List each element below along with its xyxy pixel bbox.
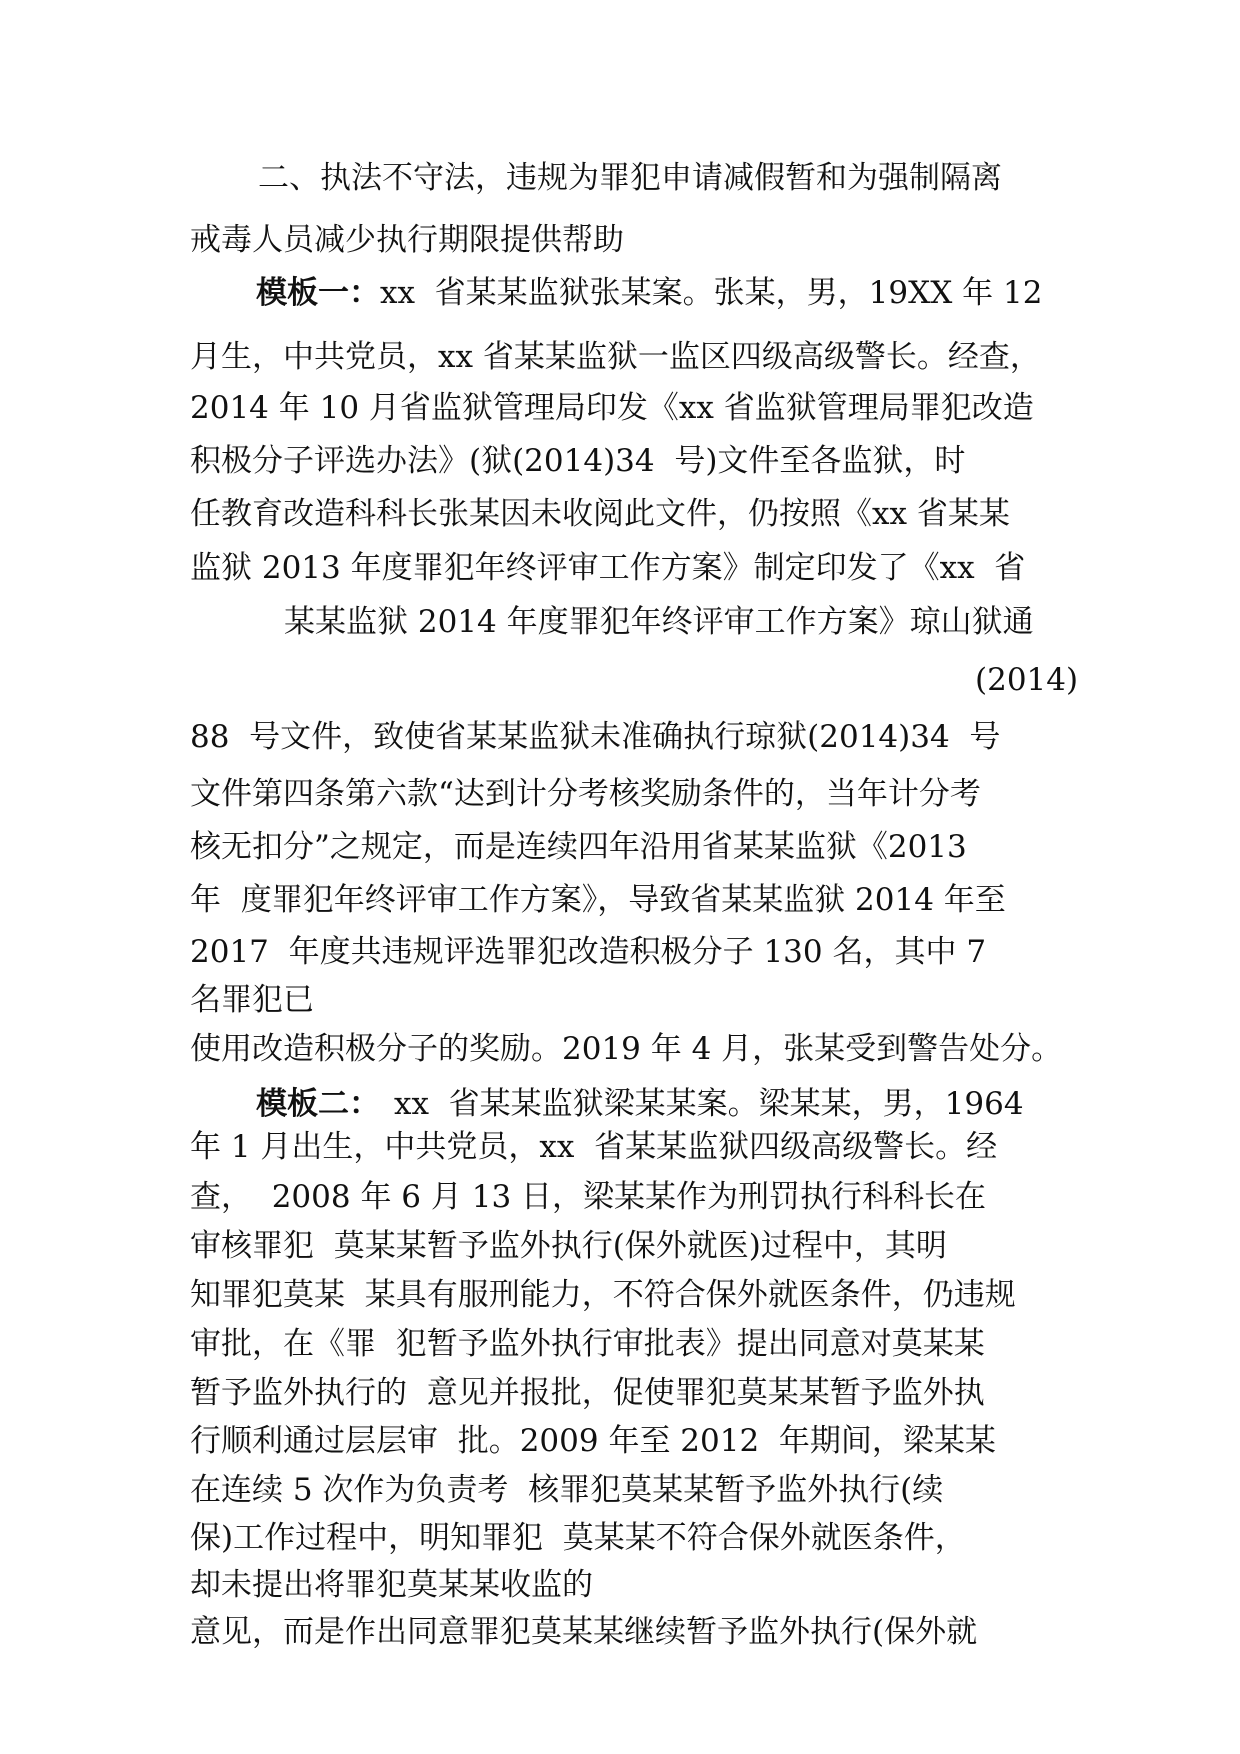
case1-line: 任教育改造科科长张某因未收阅此文件，仍按照《xx 省某某 — [190, 496, 1010, 532]
case2-line: 查， 2008 年 6 月 13 日，梁某某作为刑罚执行科科长在 — [190, 1179, 987, 1215]
case1-first-line — [256, 275, 1043, 311]
case1-line: (2014) — [975, 662, 1079, 698]
case1-line: 名罪犯已 — [190, 982, 314, 1018]
case1-line: 年 度罪犯年终评审工作方案》，导致省某某监狱 2014 年至 — [190, 882, 1006, 918]
case2-line: xx 省某某监狱梁某某案。梁某某，男，1964 — [394, 1086, 1024, 1122]
case2-label: 模板二： — [256, 1086, 380, 1122]
case1-line: 文件第四条第六款“达到计分考核奖励条件的，当年计分考 — [190, 776, 981, 812]
case1-line: 某某监狱 2014 年度罪犯年终评审工作方案》琼山狱通 — [284, 604, 1034, 640]
case2-first-line — [256, 1086, 1024, 1122]
heading-line-2: 戒毒人员减少执行期限提供帮助 — [190, 222, 624, 258]
case2-line: 暂予监外执行的 意见并报批，促使罪犯莫某某暂予监外执 — [190, 1375, 985, 1411]
case2-line: 却未提出将罪犯莫某某收监的 — [190, 1567, 593, 1603]
case2-line: 行顺利通过层层审 批。2009 年至 2012 年期间，梁某某 — [190, 1423, 996, 1459]
case1-line: 监狱 2013 年度罪犯年终评审工作方案》制定印发了《xx 省 — [190, 550, 1026, 586]
case2-line: 在连续 5 次作为负责考 核罪犯莫某某暂予监外执行(续 — [190, 1472, 944, 1508]
case1-line: 积极分子评选办法》(狱(2014)34 号)文件至各监狱，时 — [190, 443, 966, 479]
case2-line: 审批，在《罪 犯暂予监外执行审批表》提出同意对莫某某 — [190, 1326, 985, 1362]
case1-line: 88 号文件，致使省某某监狱未准确执行琼狱(2014)34 号 — [190, 719, 1001, 755]
case2-line: 年 1 月出生，中共党员，xx 省某某监狱四级高级警长。经 — [190, 1129, 998, 1165]
case1-line: 核无扣分”之规定，而是连续四年沿用省某某监狱《2013 — [190, 829, 967, 865]
case1-line: 2014 年 10 月省监狱管理局印发《xx 省监狱管理局罪犯改造 — [190, 390, 1034, 426]
heading-line-1: 二、执法不守法，违规为罪犯申请减假暂和为强制隔离 — [258, 160, 1002, 196]
case1-line: 月生，中共党员，xx 省某某监狱一监区四级高级警长。经查， — [190, 339, 1041, 375]
case2-line: 审核罪犯 莫某某暂予监外执行(保外就医)过程中，其明 — [190, 1228, 947, 1264]
case1-line: xx 省某某监狱张某案。张某，男，19XX 年 12 — [380, 275, 1043, 311]
case1-line: 使用改造积极分子的奖励。2019 年 4 月，张某受到警告处分。 — [190, 1031, 1063, 1067]
case1-line: 2017 年度共违规评选罪犯改造积极分子 130 名，其中 7 — [190, 934, 987, 970]
case2-line: 知罪犯莫某 某具有服刑能力，不符合保外就医条件，仍违规 — [190, 1277, 1016, 1313]
case1-label: 模板一： — [256, 275, 380, 311]
case2-line: 保)工作过程中，明知罪犯 莫某某不符合保外就医条件， — [190, 1520, 966, 1556]
case2-line: 意见，而是作出同意罪犯莫某某继续暂予监外执行(保外就 — [190, 1614, 978, 1650]
